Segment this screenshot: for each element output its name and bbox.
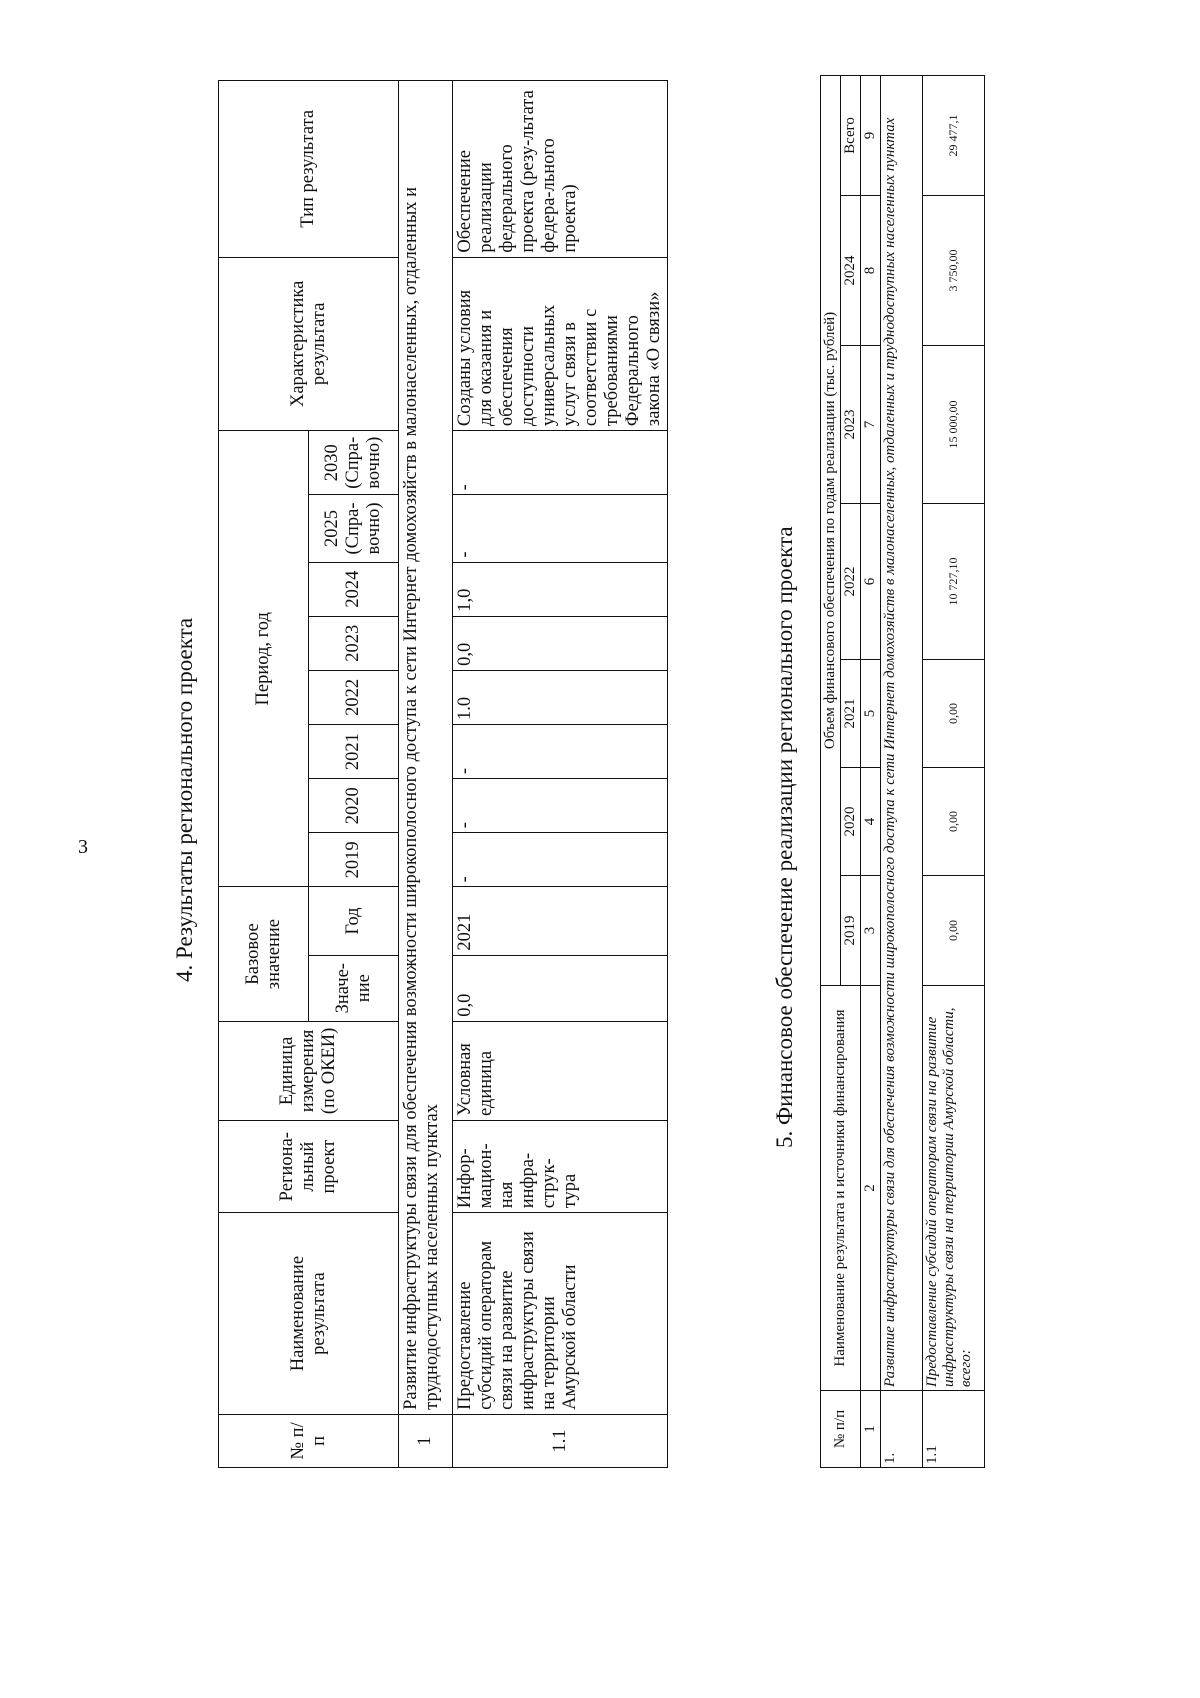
fin-row-num: 1.1 [923,1391,985,1468]
fin-header-name: Наименование результата и источники финансирования [821,986,861,1391]
fin-row-2023: 15 000,00 [923,346,985,504]
results-table-wrapper [218,80,668,1468]
fin-index-4: 4 [861,768,881,876]
page-number: 3 [78,836,88,858]
fin-group-num: 1. [881,1391,923,1468]
fin-header-num: № п/п [821,1391,861,1468]
header-project: Региона-льный проект [219,1121,399,1213]
row-project: Инфор-мацион-ная инфра-струк-тура [453,1121,668,1213]
fin-index-3: 3 [861,876,881,986]
fin-header-2020: 2020 [841,768,861,876]
finance-table [820,75,985,1468]
row-2021: - [453,724,668,778]
header-year-2025: 2025 (Спра-вочно) [309,495,399,562]
fin-header-2024: 2024 [841,196,861,346]
group-row-num: 1 [399,1414,453,1467]
row-2024: 1,0 [453,562,668,616]
fin-header-2022: 2022 [841,504,861,660]
fin-header-2019: 2019 [841,876,861,986]
row-num: 1.1 [453,1414,668,1467]
fin-index-5: 5 [861,660,881,768]
header-base-year: Год [309,887,399,955]
fin-row-2022: 10 727,10 [923,504,985,660]
section5-title: 5. Финансовое обеспечение реализации регионального проекта [772,526,797,1148]
row-characteristic: Созданы условия для оказания и обеспечения доступности универсальных услуг связи в соответствии с требованиями Федерального закона «О связи» [453,257,668,430]
header-base: Базовое значение [219,887,309,1021]
header-year-2030: 2030 (Спра-вочно) [309,431,399,495]
fin-row-2024: 3 750,00 [923,196,985,346]
fin-index-2: 2 [861,986,881,1391]
finance-table-wrapper [820,75,985,1468]
row-base-value: 0,0 [453,955,668,1021]
header-year-2019: 2019 [309,833,399,887]
row-2022: 1.0 [453,670,668,724]
header-base-value: Значе-ние [309,955,399,1021]
row-name: Предоставление субсидий операторам связи на развитие инфраструктуры связи на территории Амурской области [453,1213,668,1415]
fin-header-2023: 2023 [841,346,861,504]
header-characteristic: Характеристика результата [219,257,399,430]
header-period: Период, год [219,431,309,887]
row-2023: 0,0 [453,616,668,670]
header-num: № п/п [219,1414,399,1467]
header-year-2023: 2023 [309,616,399,670]
row-type: Обеспечение реализации федерального проекта (резу-льтата федера-льного проекта) [453,81,668,258]
row-2025: - [453,495,668,562]
fin-index-9: 9 [861,75,881,195]
header-year-2020: 2020 [309,779,399,833]
fin-row-name: Предоставление субсидий операторам связи на развитие инфраструктуры связи на территории Амурской области, всего: [923,986,985,1391]
row-base-year: 2021 [453,887,668,955]
fin-header-2021: 2021 [841,660,861,768]
row-2030: - [453,431,668,495]
fin-row-2021: 0,00 [923,660,985,768]
section4-title: 4. Результаты регионального проекта [172,617,197,982]
header-name: Наименование результата [219,1213,399,1415]
row-2019: - [453,833,668,887]
header-year-2024: 2024 [309,562,399,616]
fin-index-6: 6 [861,504,881,660]
row-unit: Условная единица [453,1021,668,1120]
fin-row-2020: 0,00 [923,768,985,876]
header-unit: Единица измерения (по ОКЕИ) [219,1021,399,1120]
row-2020: - [453,779,668,833]
group-row-text: Развитие инфраструктуры связи для обеспечения возможности широкополосного доступа к сети Интернет домохозяйств в малонаселенных, отдаленных и труднодоступных населенных пунктах [399,81,453,1415]
results-table [218,80,668,1468]
fin-index-1: 1 [861,1391,881,1468]
fin-index-8: 8 [861,196,881,346]
header-year-2021: 2021 [309,724,399,778]
fin-group-text: Развитие инфраструктуры связи для обеспечения возможности широкополосного доступа к сети Интернет домохозяйств в малонаселенных, отдаленных и труднодоступных населенных пунктах [881,75,923,1390]
header-type: Тип результата [219,81,399,258]
fin-row-total: 29 477,1 [923,75,985,195]
fin-row-2019: 0,00 [923,876,985,986]
fin-index-7: 7 [861,346,881,504]
fin-header-volume: Объем финансового обеспечения по годам реализации (тыс. рублей) [821,75,841,985]
header-year-2022: 2022 [309,670,399,724]
fin-header-total: Всего [841,75,861,195]
